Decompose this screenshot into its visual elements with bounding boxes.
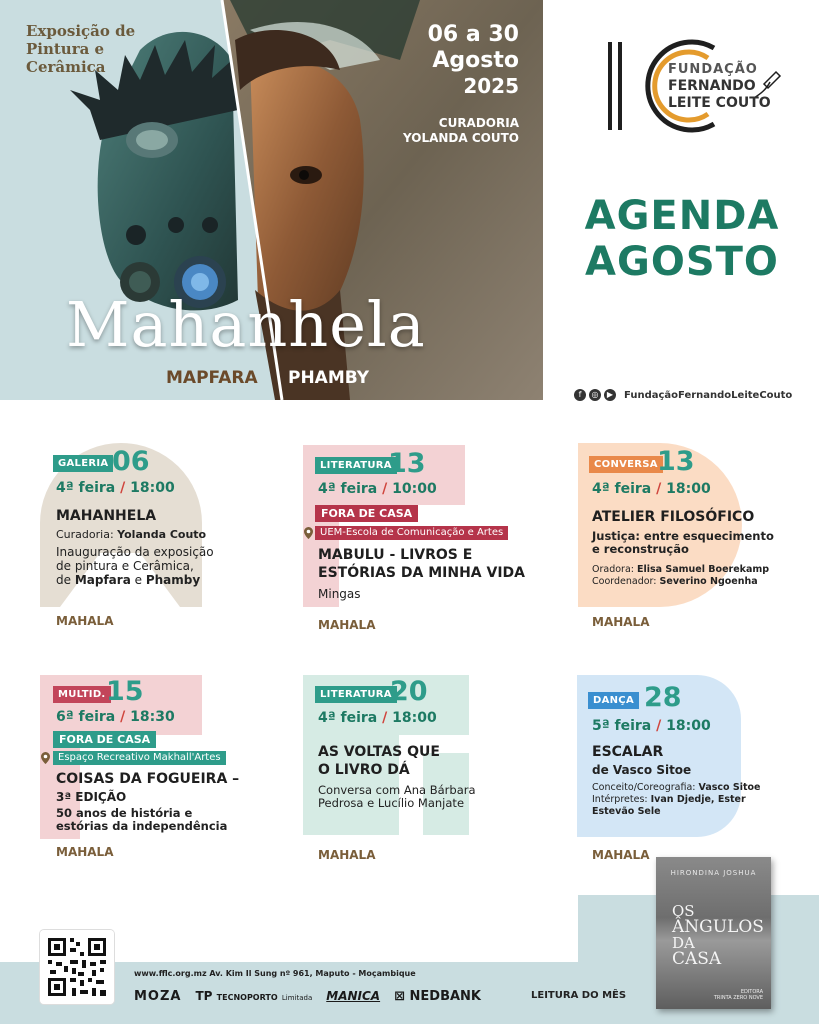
event-tag: MULTID. <box>53 686 111 703</box>
event-conceito-label: Conceito/Coreografia: <box>592 782 699 793</box>
event-weekday: 6ª feira <box>56 709 116 725</box>
event-curadoria-name: Yolanda Couto <box>117 528 207 541</box>
event-place: UEM-Escola de Comunicação e Artes <box>315 526 508 540</box>
event-description-fragment: de <box>56 573 75 587</box>
event-tag: DANÇA <box>588 692 639 709</box>
event-title-line: AS VOLTAS QUE <box>318 744 440 760</box>
event-when: 4ª feira / 10:00 <box>318 481 437 497</box>
sponsor-logos <box>134 987 481 1005</box>
event-description-fragment: e <box>130 573 146 587</box>
sponsor-manica: MANICA <box>326 989 381 1003</box>
hero-subtitle-line: Cerâmica <box>26 58 106 76</box>
event-time: 10:00 <box>392 481 437 497</box>
event-coordenador-name: Severino Ngoenha <box>659 576 758 587</box>
event-curadoria <box>56 528 206 541</box>
event-tag: LITERATURA <box>315 457 397 474</box>
event-when: 4ª feira / 18:00 <box>592 481 711 497</box>
event-description-line: Pedrosa e Lucílio Manjate <box>318 796 465 810</box>
youtube-icon[interactable]: ▶ <box>604 389 616 401</box>
event-day: 13 <box>657 446 695 477</box>
event-venue: MAHALA <box>56 845 114 859</box>
hero-curadoria <box>403 116 519 146</box>
sponsor-moza: MOZA <box>134 988 182 1004</box>
event-fora-de-casa: FORA DE CASA <box>53 731 156 748</box>
event-time: 18:00 <box>666 718 711 734</box>
event-title-line: COISAS DA FOGUEIRA – <box>56 771 240 787</box>
event-oradora-name: Elisa Samuel Boerekamp <box>637 564 770 575</box>
book-title-line: OS <box>672 902 695 920</box>
agenda-heading-line: AGOSTO <box>585 239 779 285</box>
nedbank-logo-icon: ⊠ <box>394 988 405 1004</box>
event-description-line: de pintura e Cerâmica, <box>56 559 194 573</box>
book-publisher-line: EDITORA <box>740 989 763 995</box>
event-interpretes-names: Ivan Djedje, Ester <box>650 794 746 805</box>
event-title: ATELIER FILOSÓFICO <box>592 509 755 525</box>
event-description-line: Conversa com Ana Bárbara <box>318 783 476 797</box>
agenda-heading <box>545 193 819 285</box>
hero-subtitle-line: Exposição de <box>26 22 136 40</box>
event-fora-de-casa: FORA DE CASA <box>315 505 418 522</box>
event-venue: MAHALA <box>56 614 114 628</box>
hero-curadoria-label: CURADORIA <box>438 116 519 130</box>
event-curadoria-label: Curadoria: <box>56 528 118 541</box>
hero-date-range: 06 a 30 <box>427 22 519 47</box>
event-conceito-name: Vasco Sitoe <box>698 782 761 793</box>
event-title-line: 3ª EDIÇÃO <box>56 790 127 804</box>
event-description-line: Justiça: entre esquecimento <box>592 529 774 543</box>
event-subtitle: de Vasco Sitoe <box>592 763 692 777</box>
event-weekday: 4ª feira <box>592 481 652 497</box>
logo-line-fernando: FERNANDO <box>668 78 756 94</box>
event-interpretes <box>592 794 760 806</box>
event-weekday: 4ª feira <box>56 480 116 496</box>
event-description-line: Inauguração da exposição <box>56 545 214 559</box>
event-description <box>592 530 774 556</box>
event-venue: MAHALA <box>318 618 376 632</box>
book-author: HIRONDINA JOSHUA <box>670 869 757 877</box>
hero-dates <box>428 22 519 98</box>
hero-artist-phamby: PHAMBY <box>288 368 370 388</box>
event-description <box>56 545 214 587</box>
event-credits <box>592 564 769 588</box>
sponsor-tp-sub: Limitada <box>281 994 313 1002</box>
event-description-line: estórias da independência <box>56 819 228 833</box>
book-title-line: DA <box>672 934 695 952</box>
event-title-line: MABULU - LIVROS E <box>318 547 473 563</box>
sponsor-nedbank <box>394 989 481 1004</box>
event-weekday: 4ª feira <box>318 481 378 497</box>
event-coordenador <box>592 576 769 588</box>
event-description <box>56 807 227 833</box>
book-title-line: ÂNGULOS <box>672 917 764 937</box>
event-description-line <box>56 573 214 587</box>
qr-code[interactable] <box>40 930 114 1004</box>
event-description <box>318 784 476 810</box>
hero-date-month: Agosto <box>432 48 519 73</box>
event-tag: CONVERSA <box>589 456 663 473</box>
social-handle[interactable]: FundaçãoFernandoLeiteCouto <box>624 389 793 401</box>
event-day: 13 <box>388 448 426 479</box>
event-tag: GALERIA <box>53 455 113 472</box>
hero-banner <box>0 0 543 400</box>
hero-title: Mahanhela <box>66 288 426 361</box>
event-day: 06 <box>112 446 150 477</box>
event-title <box>318 743 440 779</box>
event-interpretes-label: Intérpretes: <box>592 794 651 805</box>
event-time: 18:00 <box>666 481 711 497</box>
event-title: MAHANHELA <box>56 508 157 524</box>
agenda-heading-line: AGENDA <box>584 193 780 239</box>
event-title-line: ESTÓRIAS DA MINHA VIDA <box>318 565 525 581</box>
event-description-line: 50 anos de história e <box>56 806 193 820</box>
hero-artist-mapfara: MAPFARA <box>166 368 258 388</box>
event-interpretes-names: Estevão Sele <box>592 806 661 817</box>
event-venue: MAHALA <box>592 848 650 862</box>
location-pin-icon <box>304 527 313 539</box>
event-when: 4ª feira / 18:00 <box>56 480 175 496</box>
event-day: 28 <box>644 682 682 713</box>
sponsor-tp-mark: TP <box>195 989 213 1003</box>
event-oradora <box>592 564 769 576</box>
event-venue: MAHALA <box>592 615 650 629</box>
event-weekday: 5ª feira <box>592 718 652 734</box>
hero-curadoria-name: YOLANDA COUTO <box>402 131 519 145</box>
event-credits <box>592 782 760 818</box>
event-day: 15 <box>106 676 144 707</box>
event-title <box>56 770 239 806</box>
location-pin-icon <box>41 752 50 764</box>
sponsor-nedbank-name: NEDBANK <box>409 988 482 1004</box>
event-when: 6ª feira / 18:30 <box>56 709 175 725</box>
event-title-line: O LIVRO DÁ <box>318 762 410 778</box>
book-publisher-line: TRINTA ZERO NOVE <box>713 995 763 1001</box>
event-conceito <box>592 782 760 794</box>
event-oradora-label: Oradora: <box>592 564 637 575</box>
instagram-icon[interactable]: ◎ <box>589 389 601 401</box>
event-when: 5ª feira / 18:00 <box>592 718 711 734</box>
event-title: ESCALAR <box>592 744 664 760</box>
event-place: Espaço Recreativo Makhall'Artes <box>53 751 226 765</box>
hero-subtitle-line: Pintura e <box>26 40 105 58</box>
event-time: 18:00 <box>392 710 437 726</box>
event-time: 18:30 <box>130 709 175 725</box>
book-title-line: CASA <box>672 949 722 969</box>
leitura-do-mes-label: LEITURA DO MÊS <box>531 990 627 1001</box>
event-interpretes-cont <box>592 806 760 818</box>
hero-subtitle <box>26 22 146 76</box>
event-venue: MAHALA <box>318 848 376 862</box>
social-links <box>574 387 792 403</box>
sponsor-tp-name: TECNOPORTO <box>216 993 278 1002</box>
logo-line-leite-couto: LEITE COUTO <box>668 95 771 111</box>
event-title <box>318 546 525 582</box>
event-tag: LITERATURA <box>315 686 397 703</box>
hero-date-year: 2025 <box>463 74 519 98</box>
logo-line-fundacao: FUNDAÇÃO <box>668 62 758 77</box>
footer-contact: www.fflc.org.mz Av. Kim Il Sung nº 961, Maputo - Moçambique <box>134 969 416 978</box>
event-artist-name: Phamby <box>145 573 201 587</box>
event-time: 18:00 <box>130 480 175 496</box>
book-cover[interactable] <box>656 857 771 1009</box>
facebook-icon[interactable]: f <box>574 389 586 401</box>
sponsor-tecnoporto <box>195 989 312 1003</box>
event-when: 4ª feira / 18:00 <box>318 710 437 726</box>
event-coordenador-label: Coordenador: <box>592 576 660 587</box>
event-day: 20 <box>390 676 428 707</box>
event-description-line: e reconstrução <box>592 542 689 556</box>
event-weekday: 4ª feira <box>318 710 378 726</box>
book-title <box>672 903 762 967</box>
event-description: Mingas <box>318 587 361 601</box>
event-artist-name: Mapfara <box>74 573 131 587</box>
book-publisher <box>714 989 763 1001</box>
